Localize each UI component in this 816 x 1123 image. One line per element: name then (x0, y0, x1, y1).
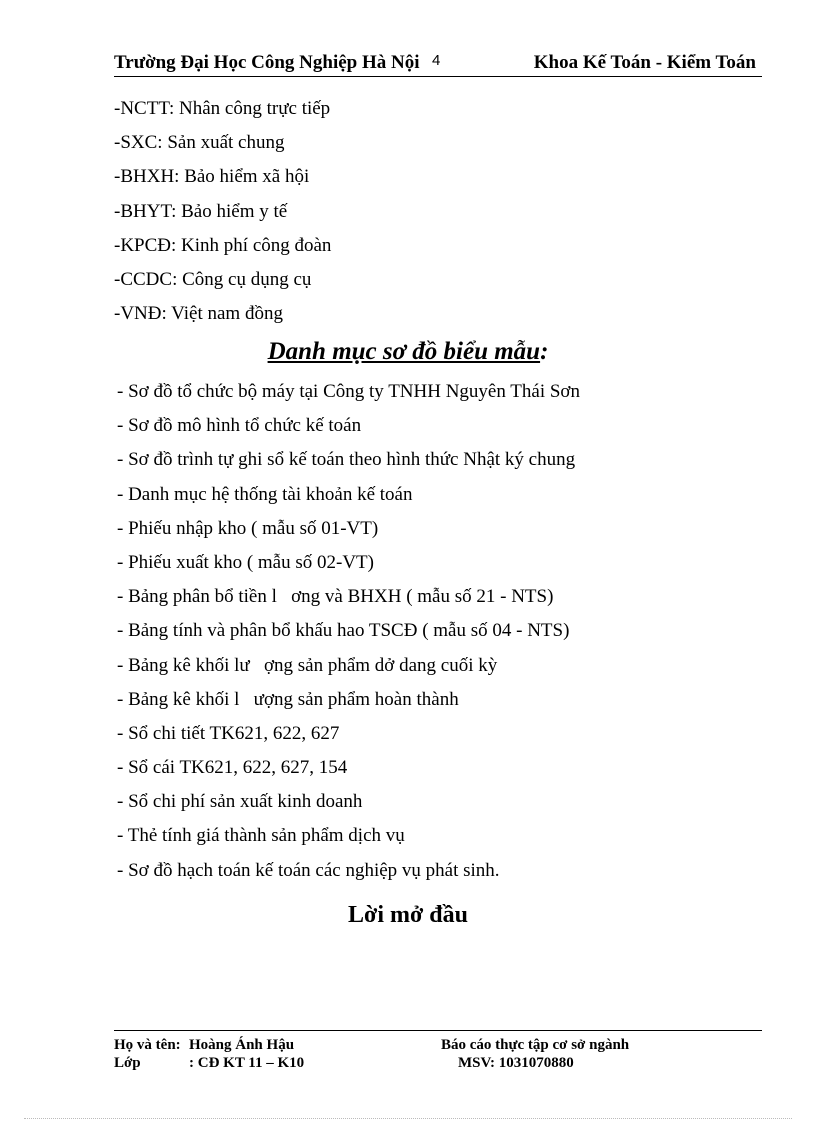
list-item: -BHYT: Bảo hiểm y tế (114, 200, 288, 222)
list-item: - Sổ cái TK621, 622, 627, 154 (117, 757, 348, 779)
list-item: -BHXH: Bảo hiểm xã hội (114, 166, 310, 188)
list-item: - Bảng kê khối l ượng sản phẩm hoàn thành (117, 688, 459, 710)
faculty-name: Khoa Kế Toán - Kiểm Toán (533, 52, 756, 73)
list-item: - Bảng kê khối lư ợng sản phẩm dở dang cuối kỳ (117, 654, 498, 676)
report-label: Báo cáo thực tập cơ sở ngành (441, 1037, 630, 1053)
list-item: - Sơ đồ mô hình tổ chức kế toán (117, 415, 362, 437)
section-title (0, 338, 816, 366)
page-header (114, 50, 762, 77)
msv-value: MSV: 1031070880 (458, 1055, 574, 1071)
bottom-divider (24, 1118, 792, 1119)
list-item: -SXC: Sản xuất chung (114, 132, 285, 154)
list-item: - Sơ đồ hạch toán kế toán các nghiệp vụ phát sinh. (117, 859, 500, 881)
footer-row-class (114, 1054, 762, 1072)
list-item: - Danh mục hệ thống tài khoản kế toán (117, 483, 413, 505)
page-footer (114, 1030, 762, 1072)
name-value: Hoàng Ánh Hậu (189, 1037, 295, 1053)
list-item: - Sổ chi phí sản xuất kinh doanh (117, 791, 363, 813)
list-item: - Sơ đồ tổ chức bộ máy tại Công ty TNHH Nguyên Thái Sơn (117, 381, 580, 402)
figure-list (117, 378, 580, 891)
list-item: - Thẻ tính giá thành sản phẩm dịch vụ (117, 825, 405, 847)
list-item: - Bảng phân bổ tiền l ơng và BHXH ( mẫu số 21 - NTS) (117, 586, 554, 608)
list-item: -NCTT: Nhân công trực tiếp (114, 98, 331, 119)
class-label: Lớp (114, 1055, 141, 1071)
list-item: -KPCĐ: Kinh phí công đoàn (114, 234, 332, 256)
list-item: - Sổ chi tiết TK621, 622, 627 (117, 722, 340, 744)
abbreviation-list (114, 95, 331, 334)
list-item: - Phiếu xuất kho ( mẫu số 02-VT) (117, 551, 374, 573)
intro-heading: Lời mở đầu (348, 902, 468, 928)
list-item: - Phiếu nhập kho ( mẫu số 01-VT) (117, 517, 379, 539)
section-title-colon: : (540, 338, 549, 365)
list-item: - Bảng tính và phân bổ khấu hao TSCĐ ( mẫu số 04 - NTS) (117, 620, 570, 642)
name-label: Họ và tên: (114, 1037, 181, 1053)
list-item: -VNĐ: Việt nam đồng (114, 303, 283, 325)
section-title-text: Danh mục sơ đồ biểu mẫu (267, 338, 541, 365)
page-number: 4 (432, 52, 441, 69)
school-name: Trường Đại Học Công Nghiệp Hà Nội (114, 52, 420, 73)
list-item: -CCDC: Công cụ dụng cụ (114, 268, 312, 290)
list-item: - Sơ đồ trình tự ghi sổ kế toán theo hình thức Nhật ký chung (117, 449, 576, 471)
class-value: : CĐ KT 11 – K10 (189, 1055, 305, 1071)
footer-row-name (114, 1036, 762, 1054)
